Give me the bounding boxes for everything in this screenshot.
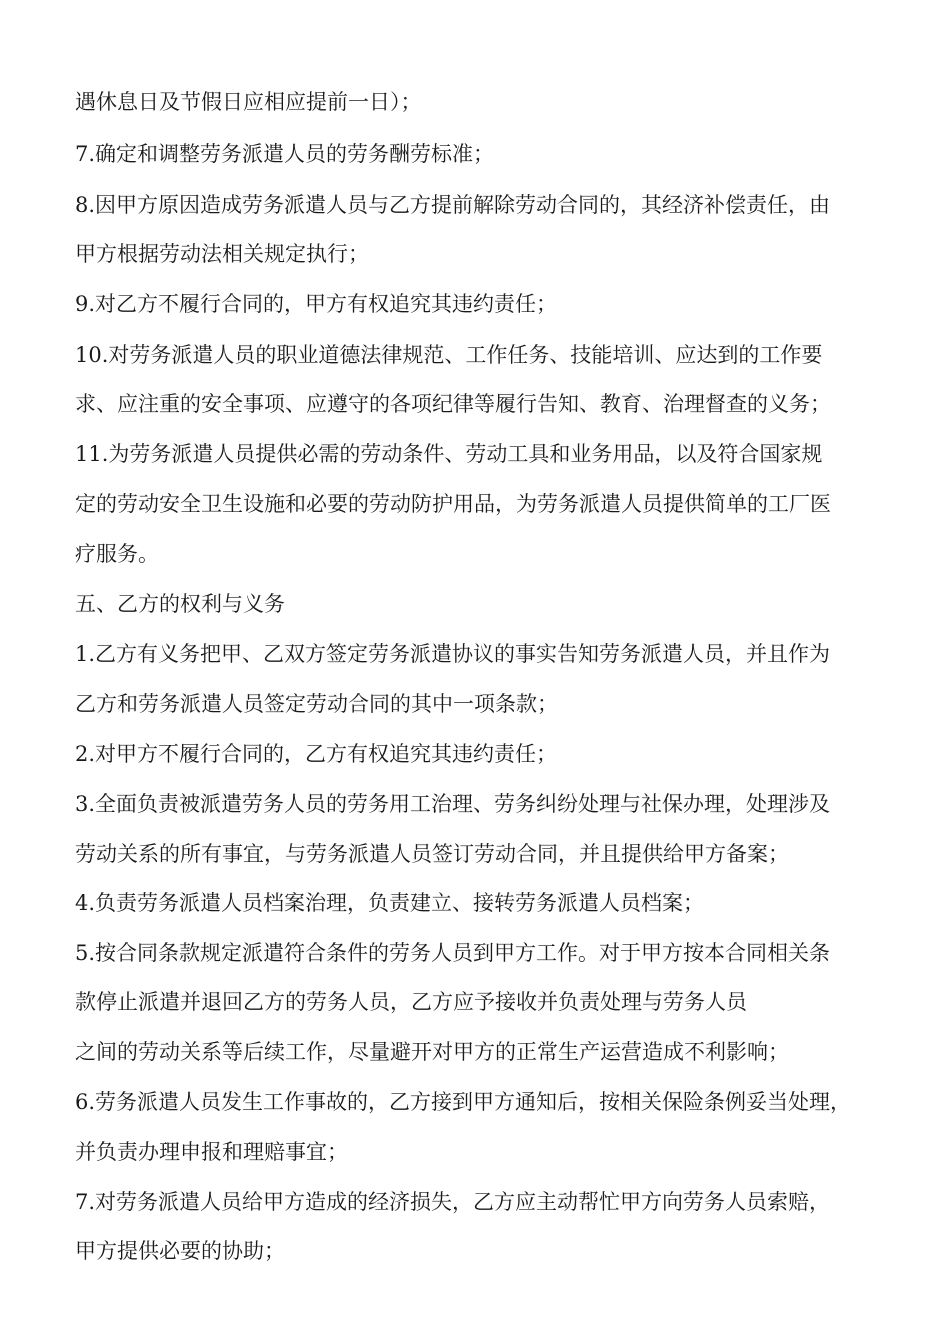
text-line: 4.负责劳务派遣人员档案治理，负责建立、接转劳务派遣人员档案；	[75, 891, 705, 915]
text-line: 之间的劳动关系等后续工作，尽量避开对甲方的正常生产运营造成不利影响；	[75, 1040, 789, 1064]
text-line: 11.为劳务派遣人员提供必需的劳动条件、劳动工具和业务用品，以及符合国家规	[75, 442, 823, 466]
text-line: 2.对甲方不履行合同的，乙方有权追究其违约责任；	[75, 742, 558, 766]
text-line: 劳动关系的所有事宜，与劳务派遣人员签订劳动合同，并且提供给甲方备案；	[75, 842, 789, 866]
text-line: 3.全面负责被派遣劳务人员的劳务用工治理、劳务纠纷处理与社保办理，处理涉及	[75, 792, 831, 816]
text-line: 求、应注重的安全事项、应遵守的各项纪律等履行告知、教育、治理督查的义务；	[75, 392, 831, 416]
text-line: 甲方根据劳动法相关规定执行；	[75, 242, 369, 266]
text-line: 1.乙方有义务把甲、乙双方签定劳务派遣协议的事实告知劳务派遣人员，并且作为	[75, 642, 831, 666]
text-line: 疗服务。	[75, 542, 159, 566]
text-line: 并负责办理申报和理赔事宜；	[75, 1140, 348, 1164]
text-line: 乙方和劳务派遣人员签定劳动合同的其中一项条款；	[75, 692, 558, 716]
text-line: 7.确定和调整劳务派遣人员的劳务酬劳标准；	[75, 142, 495, 166]
text-line: 7.对劳务派遣人员给甲方造成的经济损失，乙方应主动帮忙甲方向劳务人员索赔，	[75, 1190, 831, 1214]
section-heading: 五、乙方的权利与义务	[75, 592, 285, 616]
text-line: 遇休息日及节假日应相应提前一日）；	[75, 90, 422, 114]
text-line: 8.因甲方原因造成劳务派遣人员与乙方提前解除劳动合同的，其经济补偿责任，由	[75, 193, 831, 217]
text-line: 甲方提供必要的协助；	[75, 1239, 285, 1263]
text-line: 6.劳务派遣人员发生工作事故的，乙方接到甲方通知后，按相关保险条例妥当处理，	[75, 1090, 852, 1114]
text-line: 定的劳动安全卫生设施和必要的劳动防护用品，为劳务派遣人员提供简单的工厂医	[75, 492, 831, 516]
text-line: 5.按合同条款规定派遣符合条件的劳务人员到甲方工作。对于甲方按本合同相关条	[75, 941, 831, 965]
text-line: 9.对乙方不履行合同的，甲方有权追究其违约责任；	[75, 292, 558, 316]
text-line: 10.对劳务派遣人员的职业道德法律规范、工作任务、技能培训、应达到的工作要	[75, 343, 823, 367]
text-line: 款停止派遣并退回乙方的劳务人员，乙方应予接收并负责处理与劳务人员	[75, 990, 747, 1014]
